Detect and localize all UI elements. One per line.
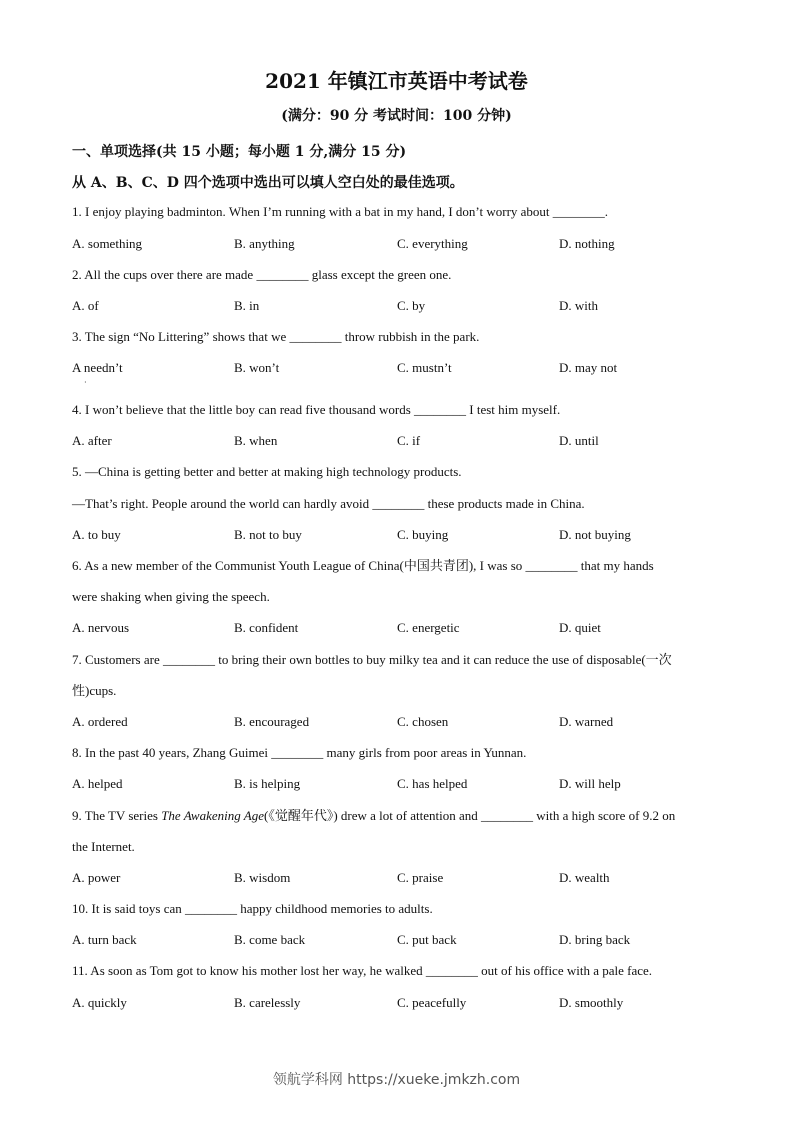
question-7-options	[72, 713, 732, 731]
question-11-text: 11. As soon as Tom got to know his mother lost her way, he walked ________ out of his office with a pale face.	[72, 963, 653, 978]
question-9-lead: 9. The TV series	[72, 808, 162, 823]
question-5-options	[72, 526, 732, 544]
option-d: D. may not	[559, 360, 618, 375]
option-a: A. helped	[72, 776, 123, 791]
question-10-options	[72, 931, 732, 949]
question-2-options	[72, 297, 732, 315]
question-6-options	[72, 619, 732, 637]
option-d: D. smoothly	[559, 995, 624, 1010]
option-d: D. wealth	[559, 870, 610, 885]
option-c: C. energetic	[397, 620, 460, 635]
option-a: A. something	[72, 236, 143, 251]
question-6-text-continued: were shaking when giving the speech.	[72, 589, 270, 604]
option-d: D. with	[559, 298, 598, 313]
option-b: B. is helping	[234, 776, 301, 791]
option-c: C. everything	[397, 236, 468, 251]
option-d: D. until	[559, 433, 599, 448]
option-b: B. confident	[234, 620, 299, 635]
option-a: A. to buy	[72, 527, 121, 542]
option-b: B. in	[234, 298, 260, 313]
question-8-options	[72, 775, 732, 793]
option-b: B. encouraged	[234, 714, 310, 729]
question-3-text: 3. The sign “No Littering” shows that we ________ throw rubbish in the park.	[72, 329, 480, 344]
question-6-text: 6. As a new member of the Communist Youth League of China(中国共青团), I was so ________ that my hands	[72, 558, 654, 573]
question-1-options	[72, 235, 732, 253]
option-d: D. will help	[559, 776, 621, 791]
option-c: C. if	[397, 433, 421, 448]
option-b: B. come back	[234, 932, 306, 947]
option-b: B. won’t	[234, 360, 280, 375]
option-a: A. of	[72, 298, 99, 313]
option-c: C. has helped	[397, 776, 468, 791]
question-10-text: 10. It is said toys can ________ happy childhood memories to adults.	[72, 901, 433, 916]
option-a: A. after	[72, 433, 112, 448]
option-a: A. power	[72, 870, 121, 885]
question-9-series-title: The Awakening Age	[161, 808, 264, 823]
question-7-text-continued: 性)cups.	[72, 683, 117, 698]
question-5-text: 5. —China is getting better and better at making high technology products.	[72, 464, 462, 479]
question-7-text: 7. Customers are ________ to bring their own bottles to buy milky tea and it can reduce the use of disposable(一次	[72, 652, 672, 667]
option-c: C. chosen	[397, 714, 449, 729]
option-d: D. quiet	[559, 620, 601, 635]
question-3-options	[72, 359, 732, 377]
option-a: A. nervous	[72, 620, 130, 635]
question-9-options	[72, 869, 732, 887]
option-b: B. carelessly	[234, 995, 301, 1010]
option-c: C. praise	[397, 870, 444, 885]
option-d: D. bring back	[559, 932, 631, 947]
option-c: C. by	[397, 298, 426, 313]
option-c: C. mustn’t	[397, 360, 452, 375]
question-1-text: 1. I enjoy playing badminton. When I’m running with a bat in my hand, I don’t worry about ________.	[72, 204, 609, 219]
question-11-options	[72, 994, 732, 1012]
option-b: B. when	[234, 433, 278, 448]
exam-subtitle: (满分：90 分 考试时间：100 分钟)	[281, 108, 512, 124]
question-5-text-continued: —That’s right. People around the world can hardly avoid ________ these products made in China.	[72, 496, 585, 511]
option-c: C. put back	[397, 932, 457, 947]
question-9-text	[72, 807, 733, 825]
exam-title: 2021 年镇江市英语中考试卷	[265, 69, 528, 93]
option-d: D. warned	[559, 714, 614, 729]
option-b: B. anything	[234, 236, 295, 251]
option-a: A. ordered	[72, 714, 128, 729]
stray-dot-mark: ·	[84, 378, 87, 387]
option-c: C. buying	[397, 527, 449, 542]
option-d: D. nothing	[559, 236, 615, 251]
option-b: B. not to buy	[234, 527, 302, 542]
question-4-text: 4. I won’t believe that the little boy can read five thousand words ________ I test him myself.	[72, 402, 561, 417]
question-4-options	[72, 432, 732, 450]
footer-watermark-link[interactable]: 领航学科网 https://xueke.jmkzh.com	[272, 1072, 521, 1088]
option-a: A needn’t	[72, 360, 123, 375]
option-a: A. turn back	[72, 932, 137, 947]
question-2-text: 2. All the cups over there are made ________ glass except the green one.	[72, 267, 452, 282]
option-b: B. wisdom	[234, 870, 291, 885]
option-c: C. peacefully	[397, 995, 467, 1010]
question-8-text: 8. In the past 40 years, Zhang Guimei ________ many girls from poor areas in Yunnan.	[72, 745, 527, 760]
question-9-rest: (《觉醒年代》) drew a lot of attention and ________ with a high score of 9.2 on	[263, 808, 676, 823]
section-instruction: 从 A、B、C、D 四个选项中选出可以填人空白处的最佳选项。	[72, 175, 464, 191]
section-heading: 一、单项选择(共 15 小题；每小题 1 分,满分 15 分)	[72, 144, 407, 160]
option-d: D. not buying	[559, 527, 631, 542]
option-a: A. quickly	[72, 995, 127, 1010]
question-9-text-continued: the Internet.	[72, 839, 135, 854]
